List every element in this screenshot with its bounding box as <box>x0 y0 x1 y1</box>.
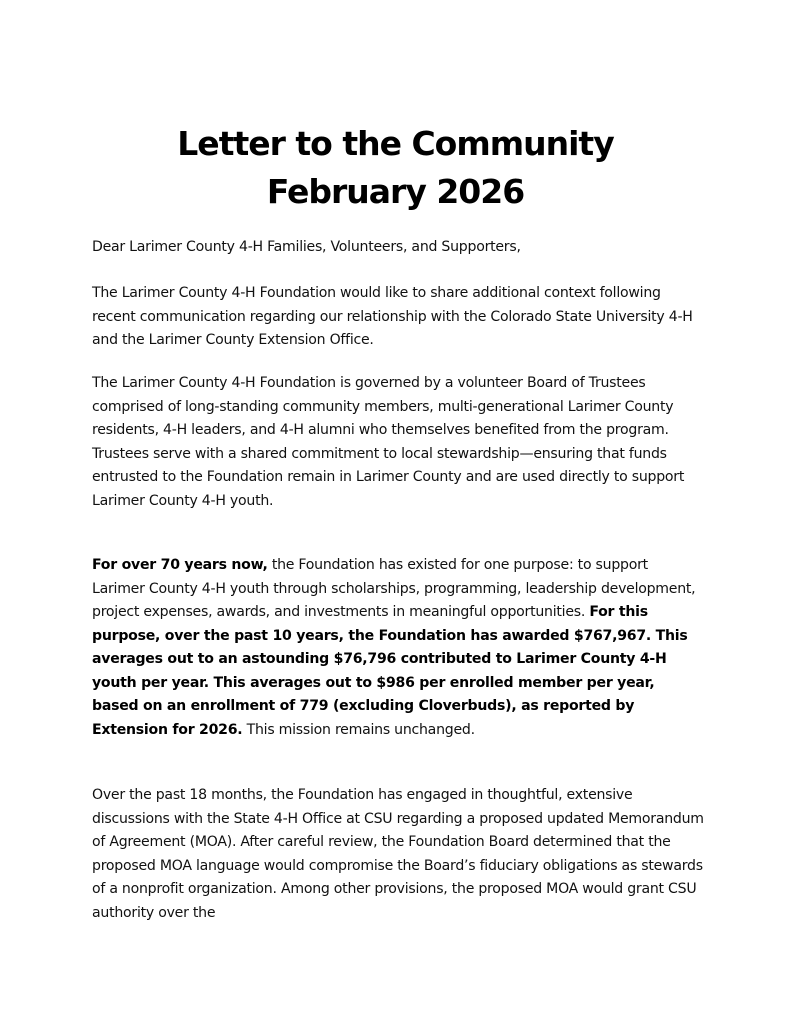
purpose-bold-stats: For this purpose, over the past 10 years, the Foundation has awarded $767,967. This averages out to an astounding $76,796 contributed to Larimer County 4-H youth per year. This averages out to $986 per enrolled member per year, based on an enrollment of 779 (excluding Cloverbuds), as reported by Extension for 2026. <box>92 604 688 738</box>
paragraph-context <box>92 282 704 353</box>
letter-date: February 2026 <box>266 172 525 211</box>
letter-title: Letter to the Community <box>177 124 614 163</box>
paragraph-governance-text: The Larimer County 4-H Foundation is governed by a volunteer Board of Trustees comprised of long-standing community members, multi-generational Larimer County residents, 4-H leaders, and 4-H alumni who themselves benefited from the program. Trustees serve with a shared commitment to local stewardship—ensuring that funds entrusted to the Foundation remain in Larimer County and are used directly to support Larimer County 4-H youth. <box>92 375 685 509</box>
salutation <box>92 236 704 260</box>
purpose-text-2: This mission remains unchanged. <box>242 721 475 738</box>
paragraph-moa-text: Over the past 18 months, the Foundation has engaged in thoughtful, extensive discussions with the State 4-H Office at CSU regarding a proposed updated Memorandum of Agreement (MOA). After careful review, the Foundation Board determined that the proposed MOA language would compromise the Board’s fiduciary obligations as stewards of a nonprofit organization. Among other provisions, the proposed MOA would grant CSU authority over the <box>92 787 704 921</box>
paragraph-purpose <box>92 554 704 742</box>
paragraph-governance <box>92 372 704 513</box>
salutation-text: Dear Larimer County 4-H Families, Volunteers, and Supporters, <box>92 239 521 255</box>
paragraph-moa <box>92 784 704 925</box>
paragraph-context-text: The Larimer County 4-H Foundation would like to share additional context following recent communication regarding our relationship with the Colorado State University 4-H and the Larimer County Extension Office. <box>92 285 693 348</box>
purpose-bold-lead: For over 70 years now, <box>92 557 268 573</box>
purpose-text-1: the Foundation has existed for one purpose: to support Larimer County 4-H youth through scholarships, programming, leadership development, project expenses, awards, and investments in meaningful opportunities. <box>92 557 696 620</box>
paragraph-purpose-text <box>92 554 704 742</box>
